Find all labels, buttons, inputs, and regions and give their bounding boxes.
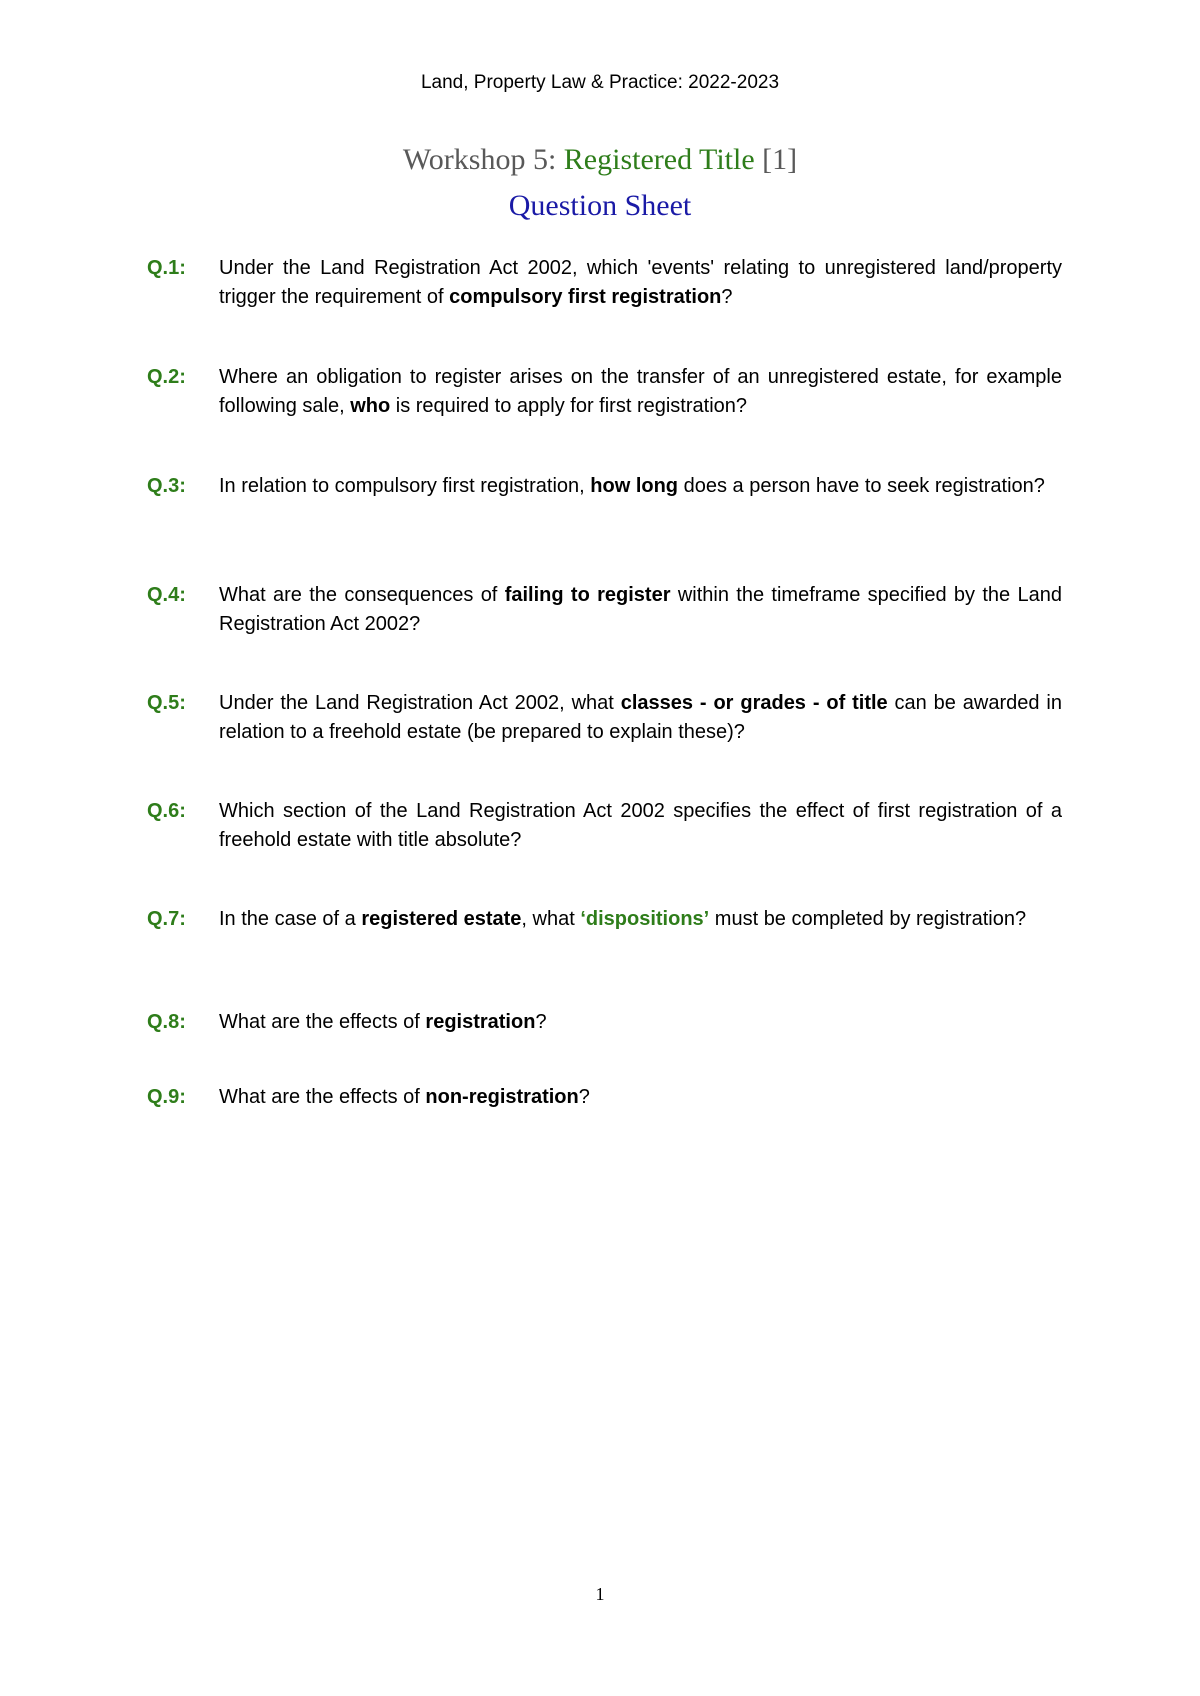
question-emphasis: registration <box>425 1011 536 1033</box>
question-2 <box>147 363 1062 421</box>
question-label: Q.2: <box>147 366 186 388</box>
page-subtitle: Question Sheet <box>508 189 692 222</box>
question-label: Q.8: <box>147 1011 186 1033</box>
question-emphasis: how long <box>590 475 679 497</box>
question-text: Under the Land Registration Act 2002, which 'events' relating to unregistered land/property trigger the requirement of compulsory first registration? <box>219 257 1062 308</box>
question-8 <box>147 1008 1062 1037</box>
question-4 <box>147 581 1062 639</box>
question-emphasis: non-registration <box>425 1086 579 1108</box>
page-title <box>0 140 1200 180</box>
question-label: Q.4: <box>147 584 186 606</box>
running-header: Land, Property Law & Practice: 2022-2023 <box>420 72 780 93</box>
question-label: Q.7: <box>147 908 186 930</box>
title-workshop: Workshop 5: <box>402 143 557 176</box>
question-label: Q.1: <box>147 257 186 279</box>
title-topic: Registered Title <box>563 143 755 176</box>
question-emphasis: failing to register <box>504 584 671 606</box>
question-3 <box>147 472 1062 501</box>
question-text: What are the effects of non-registration? <box>219 1086 590 1108</box>
question-text: In relation to compulsory first registration, how long does a person have to seek registration? <box>219 475 1045 497</box>
title-part-number: [1] <box>762 143 798 176</box>
question-text: Where an obligation to register arises on the transfer of an unregistered estate, for example following sale, who is required to apply for first registration? <box>219 366 1062 417</box>
question-emphasis: compulsory first registration <box>449 286 722 308</box>
question-label: Q.6: <box>147 800 186 822</box>
question-text: Which section of the Land Registration Act 2002 specifies the effect of first registration of a freehold estate with title absolute? <box>219 800 1062 851</box>
question-5 <box>147 689 1062 747</box>
question-emphasis: who <box>350 395 391 417</box>
question-emphasis: classes - or grades - of title <box>620 692 888 714</box>
question-emphasis: registered estate <box>361 908 522 930</box>
question-label: Q.9: <box>147 1086 186 1108</box>
question-label: Q.5: <box>147 692 186 714</box>
question-label: Q.3: <box>147 475 186 497</box>
question-7 <box>147 905 1062 934</box>
question-highlight: ‘dispositions’ <box>580 908 710 930</box>
question-text: In the case of a registered estate, what ‘dispositions’ must be completed by registration? <box>219 908 1027 930</box>
page-number: 1 <box>595 1584 605 1604</box>
question-6 <box>147 797 1062 855</box>
question-text: What are the effects of registration? <box>219 1011 547 1033</box>
question-text: What are the consequences of failing to register within the timeframe specified by the Land Registration Act 2002? <box>219 584 1062 635</box>
question-text: Under the Land Registration Act 2002, what classes - or grades - of title can be awarded in relation to a freehold estate (be prepared to explain these)? <box>219 692 1062 743</box>
question-9 <box>147 1083 1062 1112</box>
question-1 <box>147 254 1062 312</box>
